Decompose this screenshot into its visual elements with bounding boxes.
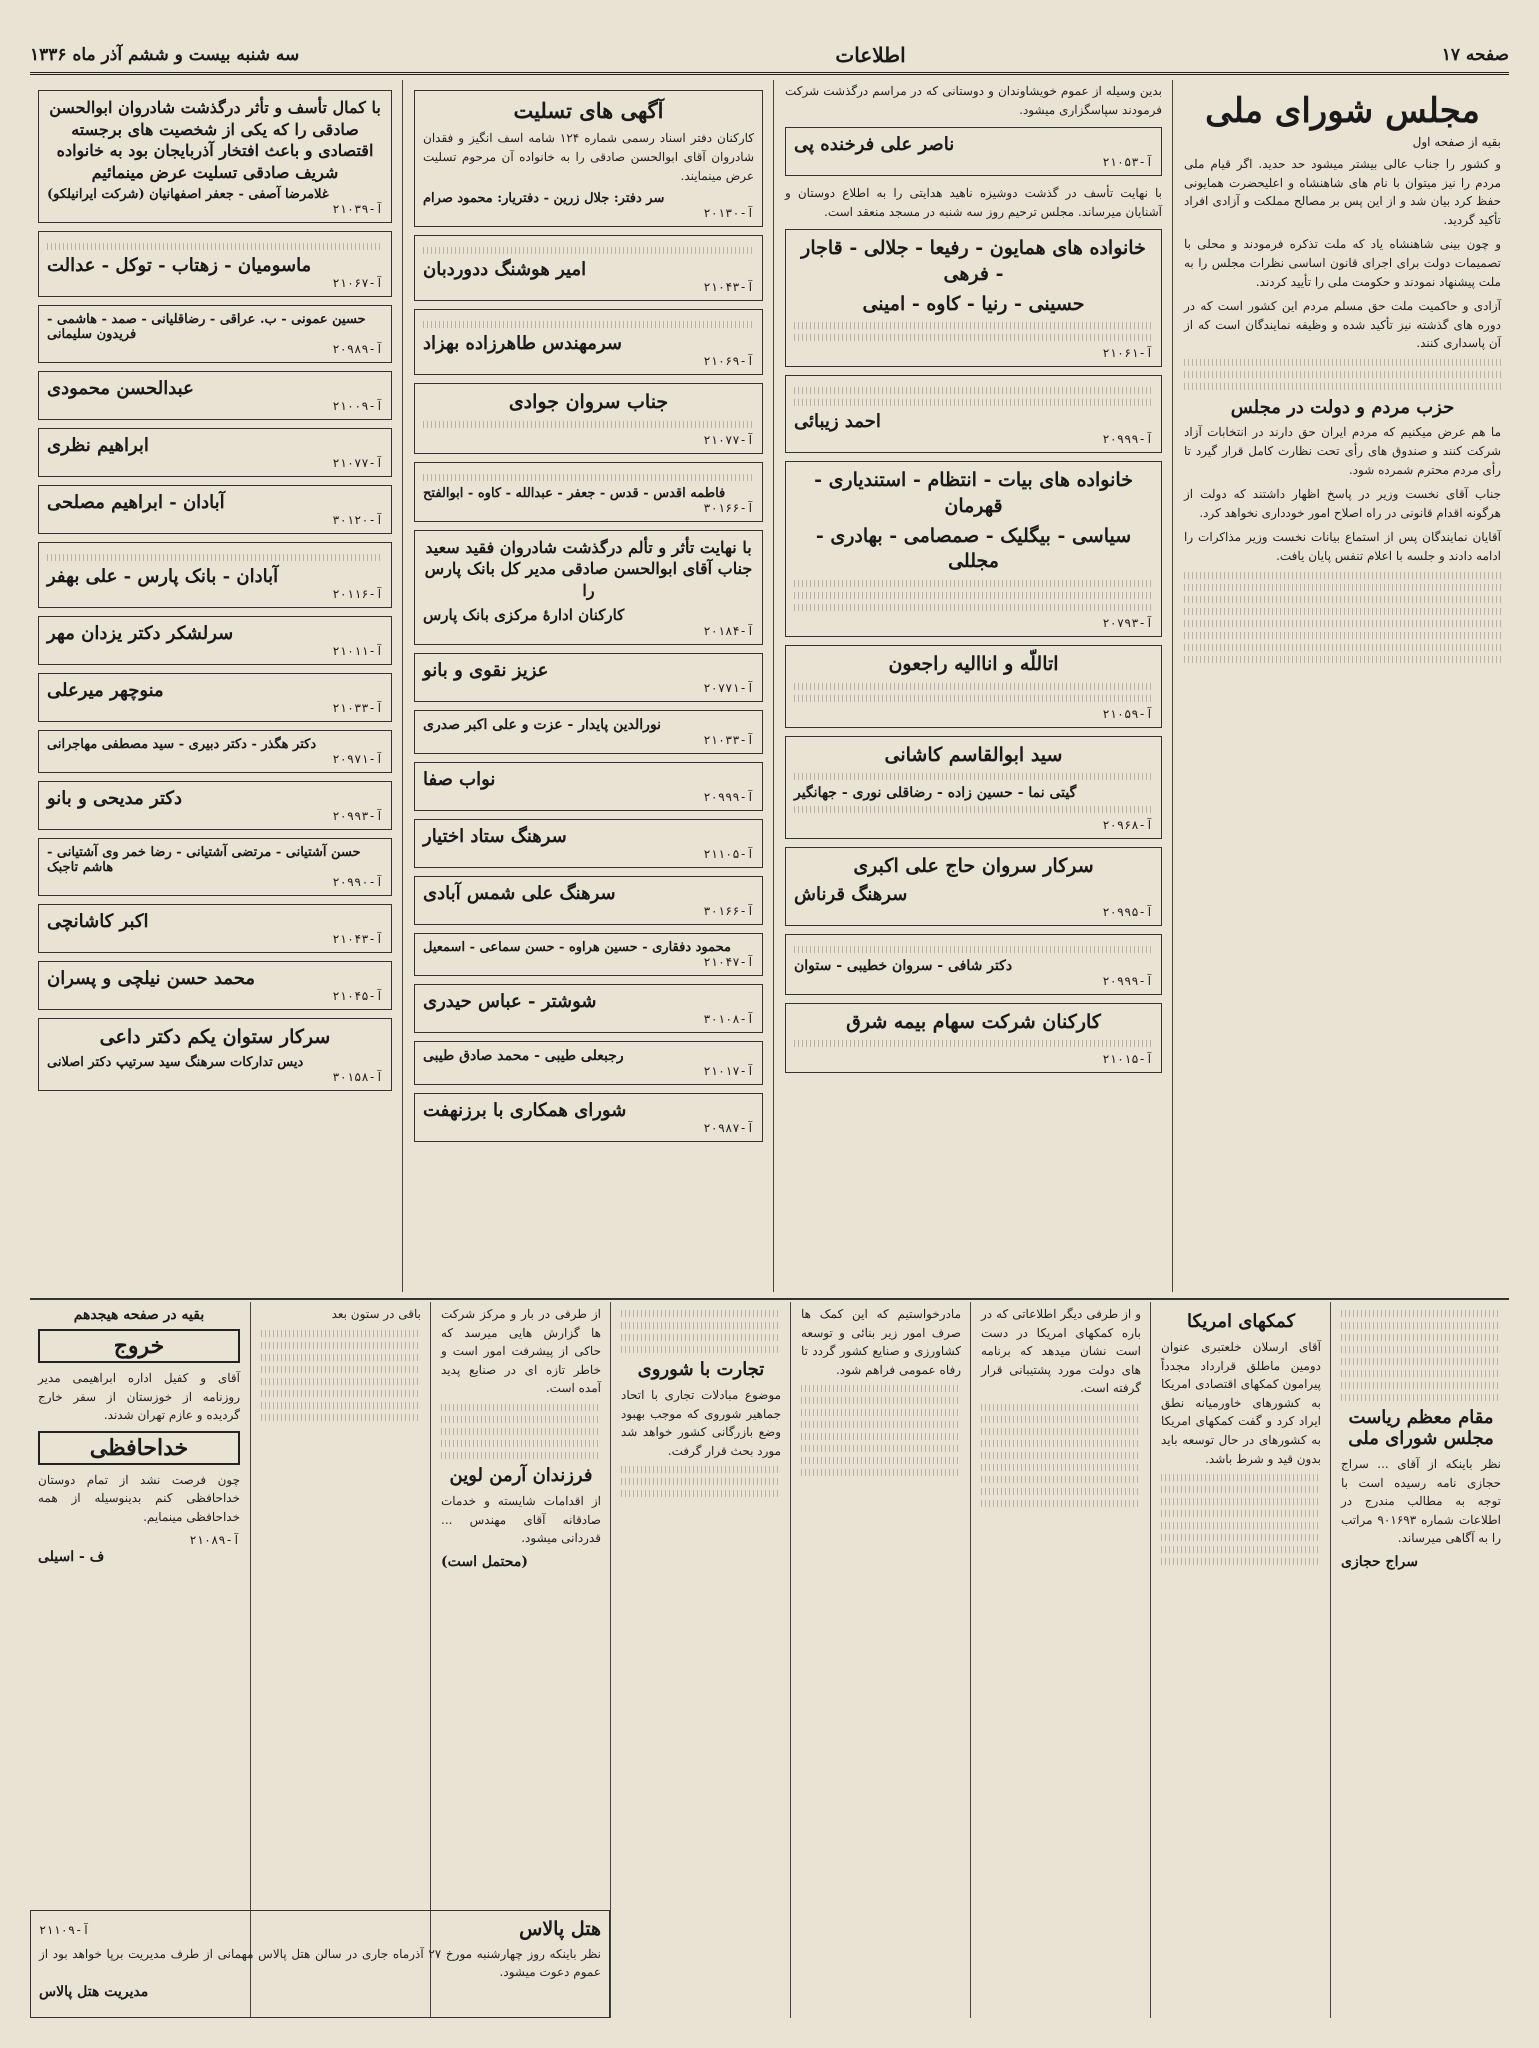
lower-col-3 <box>973 1305 1149 2015</box>
text-block <box>981 1500 1141 1507</box>
notice-signature: آبادان - ابراهیم مصلحی <box>47 492 225 514</box>
text-block <box>1161 1474 1321 1481</box>
notice-signature: منوچهر میرعلی <box>47 680 164 702</box>
lower-col-2 <box>1153 1305 1329 2015</box>
farewell-text: چون فرصت نشد از تمام دوستان خداحافظی کنم بدینوسیله از همه خداحافظی مینمایم. <box>38 1472 240 1524</box>
notice-box <box>414 235 763 301</box>
text-block <box>423 321 754 328</box>
notice-box <box>414 1041 763 1085</box>
text-block <box>1184 620 1501 627</box>
text-block <box>1341 1346 1501 1353</box>
text-block <box>423 247 754 254</box>
text-block <box>794 580 1153 587</box>
text-block <box>1341 1394 1501 1401</box>
notice-code: آ-۲۰۹۶۸ <box>1102 818 1153 833</box>
notice-box <box>785 229 1162 367</box>
farewell-heading: خداحافظی <box>38 1431 240 1465</box>
notice-code: آ-۲۰۹۹۰ <box>332 875 383 890</box>
lower-col-6 <box>433 1305 609 2015</box>
notice-code: آ-۲۱۰۴۳ <box>703 280 754 295</box>
notice-signature: شوشتر - عباس حیدری <box>423 990 597 1012</box>
text-block <box>261 1354 421 1361</box>
notice-title: سرکار سروان حاج علی اکبری <box>853 855 1094 878</box>
notice-code: آ-۲۱۰۳۳ <box>332 701 383 716</box>
text-block <box>261 1366 421 1373</box>
lower-signature: (محتمل است) <box>441 1553 528 1570</box>
text-block <box>981 1464 1141 1471</box>
notice-code: آ-۲۰۱۸۴ <box>703 623 754 638</box>
notice-box <box>38 730 392 773</box>
notice-box <box>414 462 763 522</box>
notice-text: بدین وسیله از عموم خویشاوندان و دوستانی که در مراسم درگذشت شرکت فرمودند سپاسگزاری میشود. <box>785 84 1162 117</box>
notice-code: آ-۲۱۰۴۳ <box>332 932 383 947</box>
lower-text: از اقدامات شایسته و خدمات صادقانه آقای مهندس ... قدردانی میشود. <box>441 1493 601 1546</box>
text-block <box>423 421 754 428</box>
notice-box <box>38 673 392 722</box>
notice-box <box>38 542 392 608</box>
text-block <box>1161 1486 1321 1493</box>
notice-title: با کمال تأسف و تأثر درگذشت شادروان ابوالحسن صادقی را که یکی از شخصیت های برجسته اقتصادی و باعث افتخار آذربایجان بود به خانواده شریف صادقی تسلیت عرض مینمائیم <box>49 98 381 182</box>
notice-signature: ماسومیان - زهتاب - توکل - عدالت <box>47 255 312 277</box>
text-block <box>423 474 754 481</box>
notice-code: آ-۲۱۰۷۷ <box>703 432 754 447</box>
text-block <box>794 806 1153 813</box>
text-block <box>621 1478 781 1485</box>
notice-box <box>38 428 392 477</box>
notice-signature: سرهنگ ستاد اختیار <box>423 825 567 847</box>
notice-code: آ-۲۱۰۶۱ <box>1102 346 1153 361</box>
notice-code: آ-۲۰۹۹۹ <box>703 789 754 804</box>
lower-text: نظر باینکه از آقای ... سراج حجازی نامه رسیده است با توجه به مطالب مندرج در اطلاعات شماره ۹۰۱۶۹۳ مراتب را به آگاهی میرساند. <box>1341 1457 1501 1546</box>
text-block <box>1161 1510 1321 1517</box>
text-block <box>1184 584 1501 591</box>
notice-code: آ-۲۱۰۳۹ <box>332 202 383 217</box>
paper-name: اطلاعات <box>835 43 906 67</box>
notice-code: آ-۲۱۰۵۹ <box>1102 706 1153 721</box>
text-block <box>794 592 1153 599</box>
notice-code: آ-۲۱۰۱۷ <box>703 1063 754 1078</box>
notice-text: با نهایت تأسف در گذشت دوشیزه ناهید هدایتی را به اطلاع دوستان و آشنایان میرساند. مجلس ترحیم روز سه شنبه در مسجد منعقد است. <box>785 186 1162 219</box>
text-block <box>1161 1558 1321 1565</box>
text-block <box>47 243 383 250</box>
text-block <box>261 1414 421 1421</box>
lower-text: آقای ارسلان خلعتبری عنوان دومین ماطلق قرارداد مجدداً پیرامون کمکهای اقتصادی امریکا به کشورهای خاورمیانه نطق ایراد کرد و گفت کمکهای امریکا به کشورهای در حال توسعه باید بدون قید و شرط باشد. <box>1161 1340 1321 1466</box>
notice-box <box>414 90 763 227</box>
notice-code: آ-۲۰۹۹۳ <box>332 809 383 824</box>
text-block <box>261 1390 421 1397</box>
notice-box <box>414 383 763 454</box>
notice-code: آ-۳۰۱۲۰ <box>332 513 383 528</box>
exit-text: آقای و کفیل اداره ابراهیمی مدیر روزنامه از خوزستان از سفر خارج گردیده و عازم تهران شدند. <box>38 1371 240 1423</box>
notice-box <box>38 1018 392 1091</box>
text-block <box>441 1404 601 1411</box>
notice-code: آ-۳۰۱۵۸ <box>332 1070 383 1085</box>
notice-title: خانواده های همایون - رفیعا - جلالی - قاجار - فرهی <box>801 237 1146 286</box>
text-block <box>1184 371 1501 378</box>
notice-box <box>38 90 392 223</box>
headline-majlis: مجلس شورای ملی <box>1205 91 1480 131</box>
article-paragraph: جناب آقای نخست وزیر در پاسخ اظهار داشتند که دولت از هرگونه اقدام قانونی در راه اصلاح امور خودداری نخواهد کرد. <box>1184 487 1501 520</box>
text-block <box>1184 608 1501 615</box>
notice-code: آ-۲۰۷۷۱ <box>703 680 754 695</box>
notice-code: آ-۲۱۰۴۷ <box>703 954 754 969</box>
notice-title: سرکار ستوان یکم دکتر داعی <box>99 1026 331 1049</box>
hotel-palace-ad <box>30 1910 610 2018</box>
notice-signature: نواب صفا <box>423 768 496 790</box>
notices-column-2 <box>777 82 1170 1294</box>
text-block <box>1161 1498 1321 1505</box>
text-block <box>1184 644 1501 651</box>
section-divider <box>30 1298 1509 1300</box>
notice-signature: ناصر علی فرخنده پی <box>794 134 955 156</box>
notice-title-line2: حسینی - رنیا - کاوه - امینی <box>862 292 1085 315</box>
text-block <box>801 1409 961 1416</box>
notice-box <box>785 736 1162 840</box>
column-rule <box>1150 1302 1151 2018</box>
text-block <box>621 1490 781 1497</box>
lower-col-4 <box>793 1305 969 2015</box>
notice-signature: شورای همکاری با برزنهفت <box>423 1099 627 1121</box>
notice-signature: ابراهیم نظری <box>47 435 149 457</box>
text-block <box>794 946 1153 953</box>
column-rule <box>1330 1302 1331 2018</box>
notice-signature: اکبر کاشانچی <box>47 911 149 933</box>
lower-title: مقام معظم ریاست مجلس شورای ملی <box>1348 1407 1494 1449</box>
text-block <box>621 1346 781 1353</box>
text-block <box>621 1466 781 1473</box>
notice-box <box>38 231 392 297</box>
text-block <box>981 1404 1141 1411</box>
farewell-signature: ف - اسیلی <box>38 1548 105 1565</box>
text-block <box>801 1457 961 1464</box>
hotel-signature: مدیریت هتل پالاس <box>39 1983 149 2000</box>
notices-column-4 <box>30 82 400 1294</box>
lower-title: کمکهای امریکا <box>1186 1311 1296 1332</box>
column-rule <box>790 1302 791 2018</box>
text-block <box>261 1378 421 1385</box>
text-block <box>1161 1534 1321 1541</box>
notice-title-line2: سیاسی - بیگلیک - صمصامی - بهادری - مجللی <box>815 524 1132 573</box>
notice-box <box>38 961 392 1010</box>
notice-box <box>785 127 1162 176</box>
text-block <box>801 1469 961 1476</box>
text-block <box>794 695 1153 702</box>
notice-signature: حسن آشتیانی - مرتضی آشتیانی - رضا خمر وی آشتیانی - هاشم تاجبک <box>47 845 361 876</box>
column-rule <box>970 1302 971 2018</box>
text-block <box>794 399 1153 406</box>
notice-signature: عبدالحسن محمودی <box>47 378 194 400</box>
notice-signature: رجبعلی طیبی - محمد صادق طیبی <box>423 1047 624 1064</box>
masthead <box>30 38 1509 75</box>
notice-signature: دکتر هگذر - دکتر دبیری - سید مصطفی مهاجرانی <box>47 737 317 753</box>
text-block <box>1184 596 1501 603</box>
notice-code: آ-۲۰۹۹۹ <box>1102 973 1153 988</box>
lower-text: مادرخواستیم که این کمک ها صرف امور زیر بنائی و توسعه کشاورزی و صنایع کشور گردد تا رفاه عمومی فراهم شود. <box>801 1307 961 1377</box>
notice-code: آ-۳۰۱۶۶ <box>703 500 754 515</box>
notice-box <box>785 645 1162 728</box>
hotel-text: نظر باینکه روز چهارشنبه مورخ ۲۷ آذرماه جاری در سالن هتل پالاس مهمانی از طرف مدیریت برپا خواهد بود از عموم دعوت میشود. <box>39 1946 602 1980</box>
subheading: حزب مردم و دولت در مجلس <box>1230 397 1455 419</box>
text-block <box>621 1322 781 1329</box>
notice-box <box>414 933 763 976</box>
lower-text: موضوع مبادلات تجاری با اتحاد جماهیر شوروی که موجب بهبود وضع بازرگانی کشور خواهد شد مورد بحث قرار گرفت. <box>621 1388 781 1458</box>
notice-code: آ-۳۰۱۶۶ <box>703 903 754 918</box>
notice-signature: سرمهندس طاهرزاده بهزاد <box>423 333 622 355</box>
notice-code: آ-۲۱۰۶۷ <box>332 276 383 291</box>
article-paragraph: و چون بینی شاهنشاه یاد که ملت تذکره فرمودند و محلی با تصمیمات دولت برای اجرای قانون اساسی نظرات مجلس را به ملت پیشنهاد نمودند و حکومت ملی را تأیید کردند. <box>1184 237 1501 289</box>
lower-text: باقی در ستون بعد <box>331 1307 421 1321</box>
text-block <box>981 1476 1141 1483</box>
notice-box <box>785 1003 1162 1074</box>
text-block <box>1161 1546 1321 1553</box>
notice-code: آ-۳۰۱۰۸ <box>703 1011 754 1026</box>
notice-code: آ-۲۰۱۱۶ <box>332 587 383 602</box>
notice-title: خانواده های بیات - انتظام - استندیاری - قهرمان <box>814 469 1133 517</box>
notice-box <box>414 710 763 754</box>
notice-box <box>38 305 392 363</box>
text-block <box>794 334 1153 341</box>
column-rule <box>402 80 403 1292</box>
text-block <box>1161 1522 1321 1529</box>
notice-title: اتاللّه و اناالیه راجعون <box>888 652 1059 675</box>
hotel-title: هتل پالاس <box>519 1918 601 1940</box>
article-paragraph: و کشور را جناب عالی بیشتر میشود حد حدید. اگر قیام ملی مردم را نیز میتوان با نام های شاهنشاه و اعلیحضرت همایونی حفظ کرد بیان شد و از این پس بر مصالح مملکت و آزادی افراد تأکید گردید. <box>1184 157 1501 227</box>
article-paragraph: آزادی و حاکمیت ملت حق مسلم مردم این کشور است که در دوره های گذشته نیز تأکید شده و وظیفه نمایندگان است که از آن پاسداری کنند. <box>1184 299 1501 351</box>
notice-signature: کارکنان ادارهٔ مرکزی بانک پارس <box>423 605 625 624</box>
continued-note: بقیه در صفحه هیجدهم <box>73 1307 205 1323</box>
text-block <box>441 1440 601 1447</box>
notice-signature: آبادان - بانک پارس - علی بهفر <box>47 566 279 588</box>
notice-box <box>785 847 1162 926</box>
notice-signature: سرلشکر دکتر یزدان مهر <box>47 623 234 645</box>
notice-signature: غلامرضا آصفی - جعفر اصفهانیان (شرکت ایرانیلکو) <box>47 187 329 203</box>
text-block <box>1184 572 1501 579</box>
text-block <box>794 1040 1153 1047</box>
notice-code: آ-۲۱۰۴۵ <box>332 989 383 1004</box>
notice-code: آ-۲۰۱۳۰ <box>703 206 754 221</box>
notice-box <box>414 653 763 702</box>
notice-box <box>38 904 392 953</box>
notice-code: آ-۲۰۹۸۷ <box>703 1120 754 1135</box>
notice-signature: محمد حسن نیلچی و پسران <box>47 968 256 990</box>
text-block <box>441 1428 601 1435</box>
notice-signature: سر دفتر: جلال زرین - دفتریار: محمود صرام <box>423 191 665 207</box>
article-paragraph: ما هم عرض میکنیم که مردم ایران حق دارند در انتخابات آزاد شرکت کنند و صندوق های رأی تحت نظارت کامل قرار گیرد تا رأی مردم محترم شمرده شود. <box>1184 425 1501 477</box>
text-block <box>1184 359 1501 366</box>
lower-signature: سراج حجازی <box>1341 1553 1418 1570</box>
text-block <box>794 604 1153 611</box>
notice-code: آ-۲۰۹۸۹ <box>332 342 383 357</box>
notice-box <box>414 762 763 811</box>
notice-signature: سرهنگ قرناش <box>794 883 908 905</box>
lower-col-8 <box>30 1305 248 1905</box>
text-block <box>1341 1370 1501 1377</box>
text-block <box>794 773 1153 780</box>
notice-box <box>785 461 1162 637</box>
notice-code: آ-۲۰۷۹۳ <box>1102 615 1153 630</box>
notice-code: آ-۲۱۱۰۵ <box>703 846 754 861</box>
text-block <box>261 1402 421 1409</box>
notice-title: کارکنان شرکت سهام بیمه شرق <box>846 1010 1101 1033</box>
exit-heading: خروج <box>38 1329 240 1363</box>
text-block <box>981 1440 1141 1447</box>
notice-signature: دکتر مدیحی و بانو <box>47 788 182 810</box>
text-block <box>1341 1322 1501 1329</box>
notice-box <box>38 838 392 896</box>
text-block <box>981 1428 1141 1435</box>
notice-box <box>414 984 763 1033</box>
text-block <box>621 1310 781 1317</box>
column-rule <box>610 1302 611 2018</box>
notice-signature: دکتر شافی - سروان خطیبی - ستوان <box>794 957 1013 974</box>
text-block <box>47 554 383 561</box>
text-block <box>981 1416 1141 1423</box>
notice-box <box>785 375 1162 453</box>
notice-code: آ-۲۱۰۷۷ <box>332 456 383 471</box>
lower-text: از طرفی در بار و مرکز شرکت ها گزارش هایی میرسد که حاکی از پیشرفت امور است و خاطر تازه ای در صنایع پدید آمده است. <box>441 1307 601 1396</box>
text-block <box>794 322 1153 329</box>
text-block <box>1184 656 1501 663</box>
lower-col-7 <box>253 1305 429 1905</box>
notice-text: کارکنان دفتر اسناد رسمی شماره ۱۲۴ شامه اسف انگیز و فقدان شادروان آقای ابوالحسن صادقی را به خانواده آن مرحوم تسلیت عرض مینمایند. <box>423 131 754 183</box>
text-block <box>1341 1382 1501 1389</box>
text-block <box>801 1385 961 1392</box>
notice-code: آ-۲۱۰۸۹ <box>189 1532 240 1547</box>
notice-signature: حسین عمونی - ب. عراقی - رضاقلیانی - صمد - هاشمی - فریدون سلیمانی <box>47 312 366 343</box>
notice-box <box>414 819 763 868</box>
page-number: صفحه ۱۷ <box>1441 45 1509 65</box>
continued-note: بقیه از صفحه اول <box>1412 135 1501 150</box>
lower-text: و از طرفی دیگر اطلاعاتی که در باره کمکهای امریکا در دست است نشان میدهد که برنامه های دولت مورد پشتیبانی قرار گرفته است. <box>981 1307 1141 1396</box>
text-block <box>801 1445 961 1452</box>
notice-code: آ-۲۱۰۵۳ <box>1102 155 1153 170</box>
text-block <box>441 1452 601 1459</box>
notice-code: آ-۲۱۰۰۹ <box>332 399 383 414</box>
column-rule <box>773 80 774 1292</box>
notice-box <box>785 934 1162 995</box>
text-block <box>801 1433 961 1440</box>
text-block <box>1341 1310 1501 1317</box>
notice-signature: نورالدین پایدار - عزت و علی اکبر صدری <box>423 716 662 733</box>
notice-box <box>38 616 392 665</box>
text-block <box>1184 383 1501 390</box>
text-block <box>981 1452 1141 1459</box>
notice-signature: فاطمه اقدس - قدس - جعفر - عبدالله - کاوه - ابوالفتح <box>423 485 726 501</box>
issue-date: سه شنبه بیست و ششم آذر ماه ۱۳۳۶ <box>30 45 300 65</box>
notices-column-3 <box>406 82 771 1294</box>
text-block <box>261 1330 421 1337</box>
notice-signature: عزیز نقوی و بانو <box>423 659 549 681</box>
text-block <box>794 387 1153 394</box>
notice-title: با نهایت تأثر و تألم درگذشت شادروان فقید سعید جناب آقای ابوالحسن صادقی مدیر کل بانک پارس را <box>424 537 753 600</box>
notice-box <box>414 530 763 645</box>
notice-code: آ-۲۰۹۹۹ <box>1102 432 1153 447</box>
text-block <box>1341 1358 1501 1365</box>
notice-title: جناب سروان جوادی <box>508 391 669 414</box>
notice-code: آ-۲۰۹۹۵ <box>1102 904 1153 919</box>
text-block <box>981 1488 1141 1495</box>
notice-signature: سرهنگ علی شمس آبادی <box>423 882 616 904</box>
notice-box <box>38 371 392 420</box>
notice-signature: گیتی نما - حسین زاده - رضاقلی نوری - جهانگیر <box>794 785 1077 802</box>
notice-title: آگهی های تسلیت <box>513 98 664 123</box>
text-block <box>794 683 1153 690</box>
text-block <box>1184 632 1501 639</box>
notice-code: آ-۲۰۹۷۱ <box>332 752 383 767</box>
notice-box <box>414 309 763 375</box>
lower-title: فرزندان آرمن لوین <box>449 1464 593 1486</box>
notice-signature: دیس تدارکات سرهنگ سید سرتیپ دکتر اصلانی <box>47 1055 304 1071</box>
notice-code: آ-۲۱۰۱۵ <box>1102 1052 1153 1067</box>
notice-code: آ-۲۱۰۳۳ <box>703 732 754 747</box>
majlis-column <box>1176 82 1509 1294</box>
text-block <box>621 1334 781 1341</box>
notice-box <box>38 485 392 534</box>
text-block <box>801 1421 961 1428</box>
notice-signature: امیر هوشنگ ددوردبان <box>423 259 587 281</box>
notice-box <box>38 781 392 830</box>
column-rule <box>1172 80 1173 1292</box>
notice-code: آ-۲۱۰۱۱ <box>332 644 383 659</box>
text-block <box>801 1397 961 1404</box>
notice-box <box>414 876 763 925</box>
text-block <box>261 1342 421 1349</box>
notice-code: آ-۲۱۰۶۹ <box>703 354 754 369</box>
text-block <box>441 1416 601 1423</box>
article-paragraph: آقایان نمایندگان پس از استماع بیانات نخست وزیر مذاکرات را ادامه دادند و جلسه با اعلام تنفس پایان یافت. <box>1184 530 1501 563</box>
lower-col-5 <box>613 1305 789 2015</box>
lower-col-1 <box>1333 1305 1509 2015</box>
notice-signature: احمد زیبائی <box>794 411 881 433</box>
text-block <box>1341 1334 1501 1341</box>
lower-title: تجارت با شوروی <box>637 1359 765 1380</box>
notice-title: سید ابوالقاسم کاشانی <box>884 743 1063 766</box>
notice-box <box>414 1093 763 1142</box>
notice-signature: محمود دفقاری - حسین هراوه - حسن سماعی - اسمعیل <box>423 939 732 955</box>
notice-code: آ-۲۱۱۰۹ <box>39 1922 90 1937</box>
